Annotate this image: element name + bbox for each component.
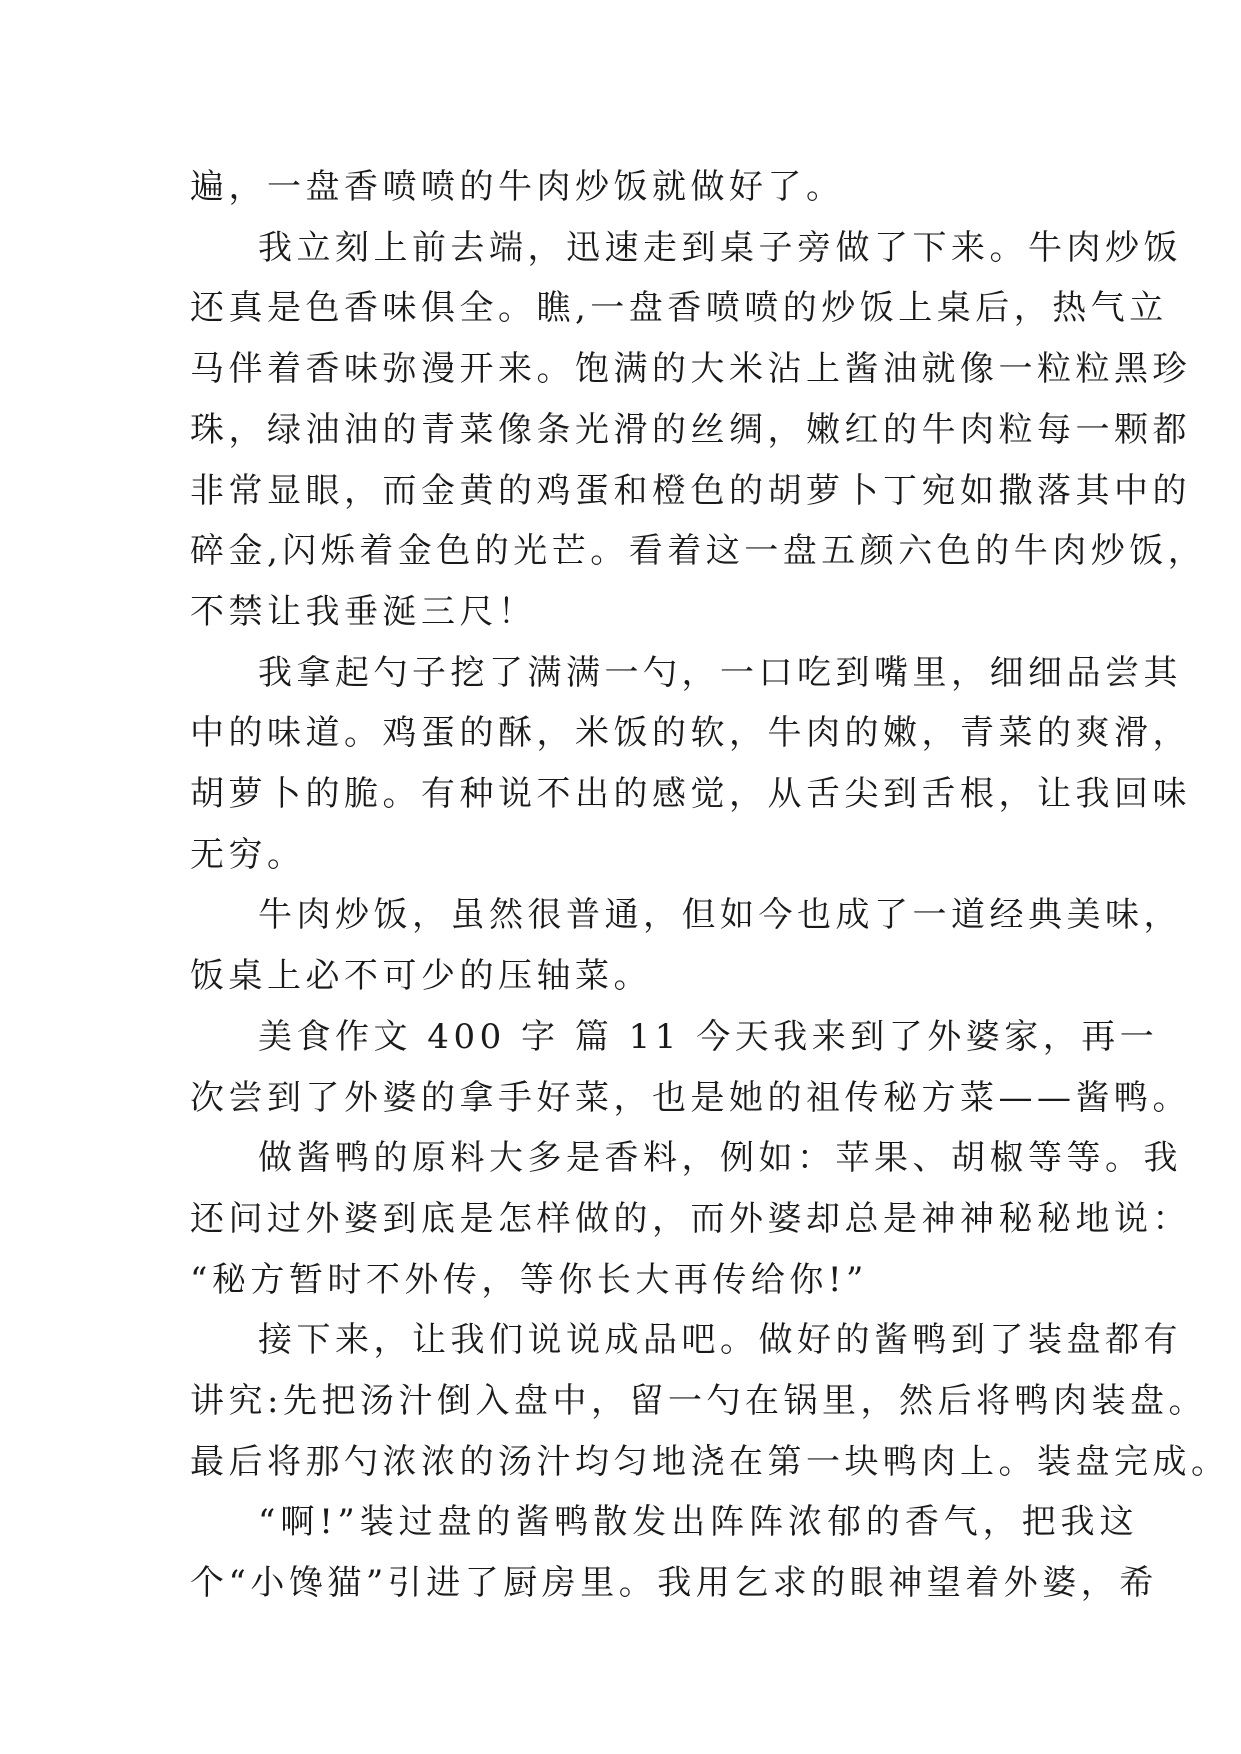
text-line: 我拿起勺子挖了满满一勺，一口吃到嘴里，细细品尝其: [258, 652, 1182, 693]
text-line: 还真是色香味俱全。瞧,一盘香喷喷的炒饭上桌后，热气立: [190, 288, 1168, 329]
text-line: 碎金,闪烁着金色的光芒。看着这一盘五颜六色的牛肉炒饭，: [190, 531, 1207, 572]
text-line: 马伴着香味弥漫开来。饱满的大米沾上酱油就像一粒粒黑珍: [190, 349, 1191, 390]
text-line: 次尝到了外婆的拿手好菜，也是她的祖传秘方菜——酱鸭。: [190, 1077, 1191, 1118]
text-line: 我立刻上前去端，迅速走到桌子旁做了下来。牛肉炒饭: [258, 227, 1182, 268]
text-line: 饭桌上必不可少的压轴菜。: [190, 956, 652, 997]
text-line: 中的味道。鸡蛋的酥，米饭的软，牛肉的嫩，青菜的爽滑，: [190, 713, 1191, 754]
text-line: 最后将那勺浓浓的汤汁均匀地浇在第一块鸭肉上。装盘完成。: [190, 1441, 1230, 1482]
section-heading-line: 美食作文 400 字 篇 11 今天我来到了外婆家，再一: [258, 1016, 1159, 1057]
text-line: 遍，一盘香喷喷的牛肉炒饭就做好了。: [190, 167, 845, 207]
text-line: “秘方暂时不外传，等你长大再传给你!”: [190, 1259, 868, 1300]
text-line: 无穷。: [190, 834, 306, 875]
text-line: 牛肉炒饭，虽然很普通，但如今也成了一道经典美味，: [258, 895, 1182, 936]
text-line: 个“小馋猫”引进了厨房里。我用乞求的眼神望着外婆，希: [190, 1563, 1158, 1604]
text-line: 非常显眼，而金黄的鸡蛋和橙色的胡萝卜丁宛如撒落其中的: [190, 470, 1191, 511]
text-line: 做酱鸭的原料大多是香料，例如：苹果、胡椒等等。我: [258, 1138, 1182, 1179]
text-line: 讲究:先把汤汁倒入盘中，留一勺在锅里，然后将鸭肉装盘。: [190, 1381, 1207, 1421]
text-line: 珠，绿油油的青菜像条光滑的丝绸，嫩红的牛肉粒每一颗都: [190, 409, 1191, 450]
text-line: “啊!”装过盘的酱鸭散发出阵阵浓郁的香气，把我这: [258, 1502, 1138, 1543]
text-line: 接下来，让我们说说成品吧。做好的酱鸭到了装盘都有: [258, 1320, 1182, 1361]
text-line: 不禁让我垂涎三尺！: [190, 591, 537, 632]
text-line: 胡萝卜的脆。有种说不出的感觉，从舌尖到舌根，让我回味: [190, 774, 1191, 814]
text-line: 还问过外婆到底是怎样做的，而外婆却总是神神秘秘地说：: [190, 1198, 1191, 1239]
